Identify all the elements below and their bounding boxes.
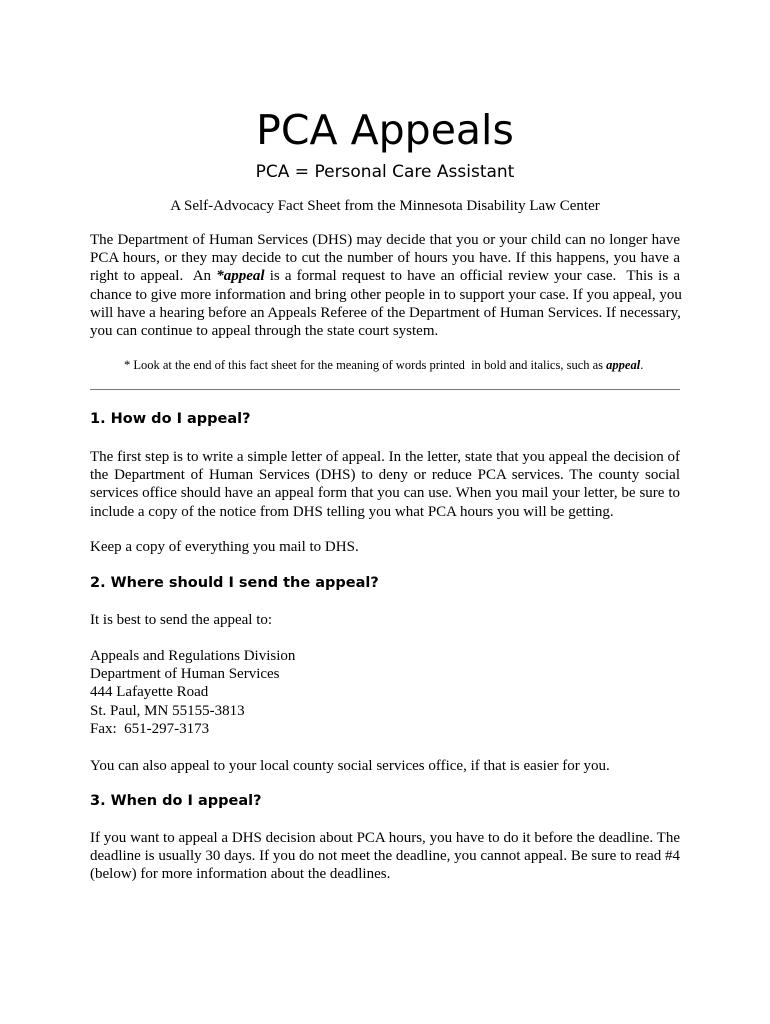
section-3-paragraph (90, 829, 680, 884)
divider (90, 389, 680, 390)
intro-paragraph (90, 231, 680, 340)
intro-line: PCA hours, or they may decide to cut the number of hours you have. If this happens, you have a (90, 250, 680, 267)
intro-text: right to appeal. An (90, 268, 217, 285)
section-3-line: If you want to appeal a DHS decision about PCA hours, you have to do it before the deadline. The (90, 830, 680, 846)
page-subtitle: PCA = Personal Care Assistant (255, 162, 515, 182)
intro-line (90, 267, 680, 285)
section-3-heading: 3. When do I appeal? (90, 793, 262, 809)
intro-line: chance to give more information and bring other people in to support your case. If you appeal, you (90, 286, 682, 303)
appeal-term: *appeal (216, 268, 265, 285)
address-line: St. Paul, MN 55155-3813 (90, 702, 245, 719)
section-1-paragraph (90, 448, 680, 521)
section-1-line: The first step is to write a simple letter of appeal. In the letter, state that you appeal the decision of (90, 449, 680, 465)
page-title: PCA Appeals (256, 106, 514, 154)
address-line: 444 Lafayette Road (90, 684, 209, 701)
note-end: . (640, 358, 644, 372)
section-3-line: deadline is usually 30 days. If you do not meet the deadline, you cannot appeal. Be sure to read #4 (90, 848, 680, 865)
intro-line: you can continue to appeal through the state court system. (90, 323, 439, 340)
section-1-heading: 1. How do I appeal? (90, 411, 251, 427)
section-1-line: include a copy of the notice from DHS telling you what PCA hours you will be getting. (90, 503, 614, 520)
section-1-line: services office should have an appeal form that you can use. When you mail your letter, be sure to (90, 485, 680, 502)
fact-sheet-tagline: A Self-Advocacy Fact Sheet from the Minnesota Disability Law Center (170, 198, 600, 214)
intro-line: will have a hearing before an Appeals Referee of the Department of Human Services. If necessary, (90, 304, 681, 321)
section-3-line: (below) for more information about the deadlines. (90, 866, 391, 883)
address-line: Department of Human Services (90, 666, 280, 683)
definitions-note (124, 356, 643, 374)
section-2-heading: 2. Where should I send the appeal? (90, 575, 379, 591)
keep-copy-text: Keep a copy of everything you mail to DHS. (90, 539, 359, 555)
intro-line: The Department of Human Services (DHS) may decide that you or your child can no longer have (90, 232, 680, 248)
section-2-intro: It is best to send the appeal to: (90, 612, 273, 628)
fax-line: Fax: 651-297-3173 (90, 720, 210, 737)
section-1-line: the Department of Human Services (DHS) to deny or reduce PCA services. The county social (90, 467, 680, 484)
address-line: Appeals and Regulations Division (90, 648, 296, 664)
note-example-term: appeal (606, 358, 641, 372)
intro-text: is a formal request to have an official review your case. This is a (264, 268, 680, 285)
section-2-alt: You can also appeal to your local county social services office, if that is easier for you. (90, 758, 610, 774)
note-text: * Look at the end of this fact sheet for the meaning of words printed in bold and italics, such as (124, 358, 607, 372)
mailing-address (90, 647, 295, 738)
